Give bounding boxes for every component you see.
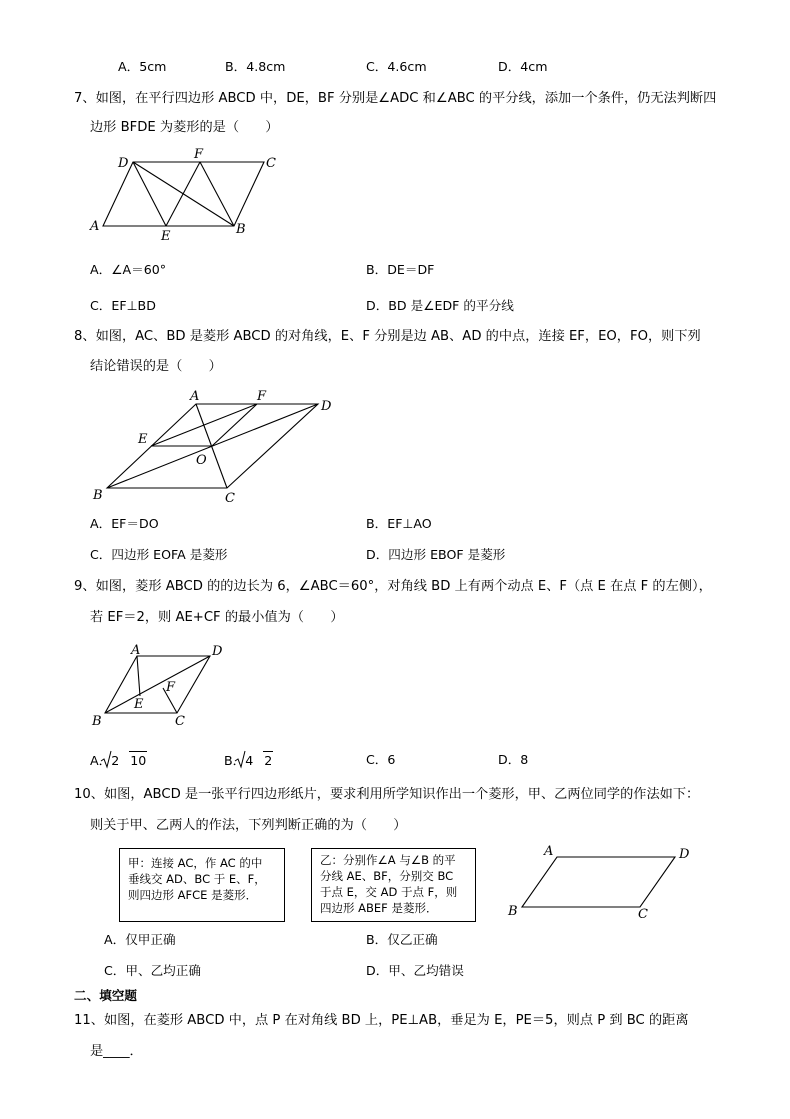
q7-option-b: B．DE＝DF [366, 262, 435, 277]
q8-text-line1: 8、如图，AC、BD 是菱形 ABCD 的对角线，E、F 分别是边 AB、AD 的中点，连接 EF，EO，FO，则下列 [74, 329, 701, 344]
q9-option-c: C．6 [366, 752, 396, 767]
q7-label-d: D [118, 156, 129, 171]
q10-label-c: C [638, 907, 648, 922]
q8-label-a: A [190, 389, 200, 404]
q9-option-d: D．8 [498, 752, 529, 767]
q7-label-f: F [194, 147, 204, 162]
jia-line2: 垂线交 AD、BC 于 E、F， [128, 872, 266, 886]
q10-option-a: A．仅甲正确 [104, 932, 176, 947]
q10-option-d: D．甲、乙均错误 [366, 963, 464, 978]
section-heading: 二、填空题 [74, 988, 137, 1003]
q9-label-a: A [131, 643, 141, 658]
q10-label-b: B [508, 904, 518, 919]
q8-option-d: D．四边形 EBOF 是菱形 [366, 547, 506, 562]
q9-option-b-prefix: B．4 [224, 753, 254, 768]
q9-option-a-radicand: 10 [130, 753, 147, 768]
q8-option-a: A．EF＝DO [90, 516, 159, 531]
q10-text-line2: 则关于甲、乙两人的作法，下列判断正确的为（ ） [90, 818, 407, 833]
q7-text-line2: 边形 BFDE 为菱形的是（ ） [90, 120, 279, 135]
yi-line3: 于点 E，交 AD 于点 F，则 [320, 885, 458, 899]
q7-label-c: C [266, 156, 276, 171]
q8-label-c: C [225, 491, 235, 506]
q11-text-line2: 是____． [90, 1044, 143, 1059]
q9-label-c: C [175, 714, 185, 729]
q6-option-d: D．4cm [498, 59, 548, 74]
q8-label-e: E [138, 432, 148, 447]
q11-text-line1: 11、如图，在菱形 ABCD 中，点 P 在对角线 BD 上，PE⊥AB，垂足为 E，PE＝5，则点 P 到 BC 的距离 [74, 1013, 689, 1028]
q10-option-c: C．甲、乙均正确 [104, 963, 201, 978]
q8-label-f: F [257, 389, 267, 404]
q8-label-b: B [93, 488, 103, 503]
q9-text-line1: 9、如图，菱形 ABCD 的的边长为 6，∠ABC＝60°，对角线 BD 上有两个动点 E、F（点 E 在点 F 的左侧）， [74, 579, 712, 594]
q8-option-c: C．四边形 EOFA 是菱形 [90, 547, 228, 562]
q9-label-d: D [212, 644, 223, 659]
q9-label-e: E [134, 697, 144, 712]
q7-label-b: B [236, 222, 246, 237]
q10-text-line1: 10、如图，ABCD 是一张平行四边形纸片，要求利用所学知识作出一个菱形，甲、乙两位同学的作法如下： [74, 787, 700, 802]
q8-option-b: B．EF⊥AO [366, 516, 432, 531]
q7-label-e: E [161, 229, 171, 244]
jia-line3: 则四边形 AFCE 是菱形． [128, 888, 258, 902]
q8-text-line2: 结论错误的是（ ） [90, 359, 222, 374]
q7-text-line1: 7、如图，在平行四边形 ABCD 中，DE，BF 分别是∠ADC 和∠ABC 的平分线，添加一个条件，仍无法判断四 [74, 91, 717, 106]
q9-option-a-prefix: A．2 [90, 753, 120, 768]
q9-option-b-radicand: 2 [264, 753, 273, 768]
yi-line2: 分线 AE、BF，分别交 BC [320, 869, 454, 883]
q7-option-d: D．BD 是∠EDF 的平分线 [366, 298, 514, 313]
q9-label-b: B [92, 714, 102, 729]
jia-line1: 甲：连接 AC，作 AC 的中 [128, 856, 263, 870]
yi-line4: 四边形 ABEF 是菱形． [320, 901, 438, 915]
q8-label-d: D [321, 399, 332, 414]
q6-option-a: A．5cm [118, 59, 167, 74]
q6-option-b: B．4.8cm [225, 59, 286, 74]
q9-text-line2: 若 EF＝2，则 AE+CF 的最小值为（ ） [90, 610, 344, 625]
q7-label-a: A [90, 219, 100, 234]
yi-line1: 乙：分别作∠A 与∠B 的平 [320, 853, 456, 867]
q7-option-c: C．EF⊥BD [90, 298, 156, 313]
q9-label-f: F [166, 680, 176, 695]
q10-label-a: A [544, 844, 554, 859]
q10-option-b: B．仅乙正确 [366, 932, 438, 947]
q10-label-d: D [679, 847, 690, 862]
q8-label-o: O [196, 453, 207, 468]
q6-option-c: C．4.6cm [366, 59, 427, 74]
q7-option-a: A．∠A＝60° [90, 262, 167, 277]
